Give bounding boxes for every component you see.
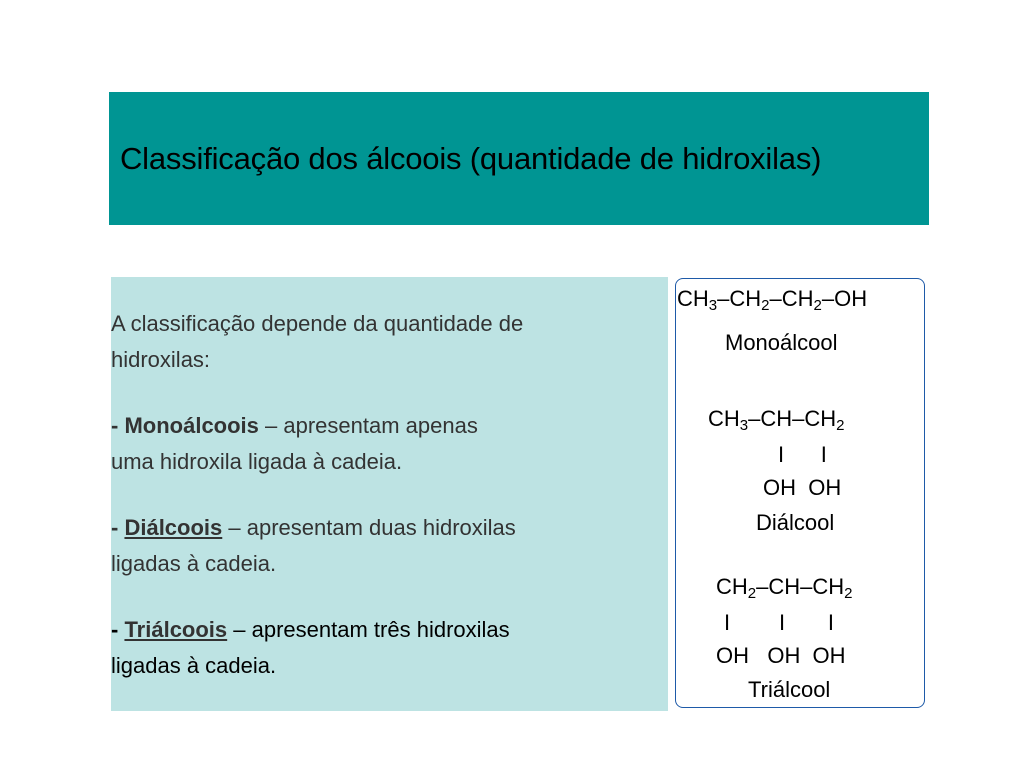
di-name: Diálcool — [756, 510, 835, 535]
mono-formula: $CH_3-CH_2-CH_2-OH$ — [677, 286, 868, 314]
di-groups: OH OH — [763, 475, 842, 500]
di-line-1 — [111, 515, 516, 541]
mono-line-1 — [111, 413, 478, 439]
mono-name: Monoálcool — [725, 330, 838, 355]
mono-line-2: uma hidroxila ligada à cadeia. — [111, 449, 403, 474]
intro-line-2: hidroxilas: — [111, 347, 211, 372]
tri-dash: - — [111, 617, 125, 642]
intro-line-1: A classificação depende da quantidade de — [111, 311, 524, 336]
mono-term: Monoálcoois — [124, 413, 259, 438]
tri-groups: OH OH OH — [716, 643, 846, 668]
mono-desc: – apresentam apenas — [258, 413, 478, 438]
di-dash: - — [111, 515, 125, 540]
tri-line-2: ligadas à cadeia. — [111, 653, 277, 678]
mono-dash: - — [111, 413, 125, 438]
formula-box — [675, 278, 925, 708]
tri-term: Triálcoois — [124, 617, 228, 642]
di-line-2: ligadas à cadeia. — [111, 551, 277, 576]
di-bonds: I I — [778, 442, 827, 467]
tri-formula: $CH_2-CH-CH_2$ — [716, 574, 853, 602]
slide-title: Classificação dos álcoois (quantidade de hidroxilas) — [120, 141, 822, 176]
tri-line-1 — [111, 617, 510, 643]
tri-desc: – apresentam três hidroxilas — [227, 617, 510, 642]
di-desc: – apresentam duas hidroxilas — [222, 515, 516, 540]
explanation-panel — [111, 277, 668, 711]
title-banner — [109, 92, 929, 225]
di-formula: $CH_3-CH-CH_2$ — [708, 406, 845, 434]
tri-bonds: I I I — [724, 610, 835, 635]
di-term: Diálcoois — [124, 515, 223, 540]
tri-name: Triálcool — [748, 677, 831, 702]
